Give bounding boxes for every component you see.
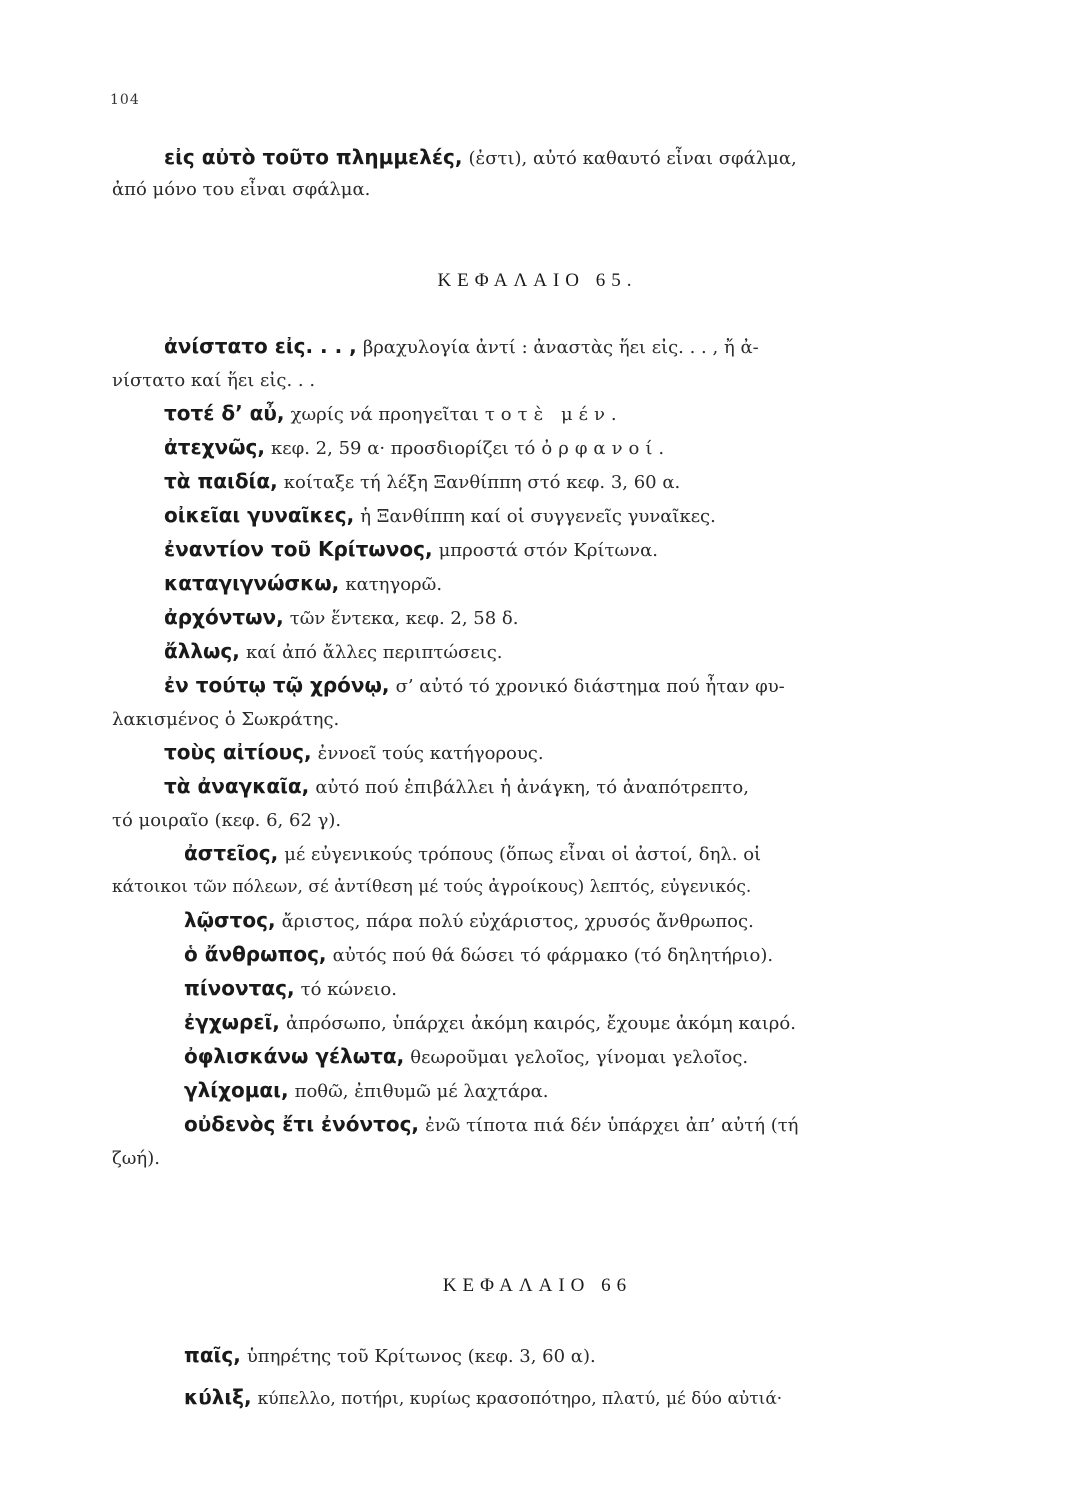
entry-continuation: λακισμένος ὁ Σωκράτης. [112,709,340,730]
entry-line [112,904,972,938]
entry-lemma: τοὺς αἰτίους, [164,740,312,764]
entry-gloss: τῶν ἕντεκα, κεφ. 2, 58 δ. [289,608,519,629]
entry-lemma: κύλιξ, [184,1385,252,1409]
entry-gloss: αὐτό πού ἐπιβάλλει ἡ ἀνάγκη, τό ἀναπότρεπτο, [315,777,749,798]
entry-lemma: ἀστεῖος, [184,841,279,865]
entry-line [112,635,972,669]
entry-spaced-word: ὀρφανοί. [541,438,671,459]
entry-line [112,1006,972,1040]
entry-gloss: ἄριστος, πάρα πολύ εὐχάριστος, χρυσός ἄνθρωπος. [281,911,754,932]
entry-gloss: κεφ. 2, 59 α· προσδιορίζει τό [271,438,536,459]
entry-line [112,1074,972,1108]
entry-gloss: κοίταξε τή λέξη Ξανθίππη στό κεφ. 3, 60 α. [283,472,681,493]
entry-lemma: λῷστος, [184,908,276,932]
entry-gloss: ἐνῶ τίποτα πιά δέν ὑπάρχει ἀπ’ αὐτή (τή [425,1115,799,1136]
entry-lemma: ἀνίστατο εἰς. . . , [164,334,357,358]
entry-line [112,1108,972,1142]
entry-line [112,533,972,567]
entry-lemma: πίνοντας, [184,976,295,1000]
entry-line [112,736,972,770]
entry-gloss: σ’ αὐτό τό χρονικό διάστημα πού ἦταν φυ- [395,676,785,697]
entry-gloss: κατηγορῶ. [345,574,443,595]
entry-lemma: παῖς, [184,1343,241,1367]
entry-lemma: οἰκεῖαι γυναῖκες, [164,503,355,527]
entry-lemma: οὐδενὸς ἔτι ἐνόντος, [184,1112,420,1136]
entry-gloss: αὐτός πού θά δώσει τό φάρμακο (τό δηλητήριο). [332,945,774,966]
entry-line [112,1377,972,1419]
chapter-65-entries [112,330,972,1175]
entry-lemma: ὀφλισκάνω γέλωτα, [184,1044,405,1068]
entry-gloss: θεωροῦμαι γελοῖος, γίνομαι γελοῖος. [410,1047,749,1068]
entry-line [112,1040,972,1074]
entry-lemma: εἰς αὐτὸ τοῦτο πλημμελές, [164,145,463,169]
entry-gloss: ἀπρόσωπο, ὑπάρχει ἀκόμη καιρός, ἔχουμε ἀκόμη καιρό. [285,1013,796,1034]
entry-line [112,938,972,972]
page-number: 104 [110,92,140,108]
entry-lemma: γλίχομαι, [184,1078,289,1102]
entry-continuation: ζωή). [112,1148,160,1169]
entry-gloss: χωρίς νά προηγεῖται [290,404,479,425]
entry-gloss: ποθῶ, ἐπιθυμῶ μέ λαχτάρα. [294,1081,549,1102]
entry-gloss: βραχυλογία ἀντί : ἀναστὰς ἥει εἰς. . . , ἤ ἀ- [362,337,759,358]
intro-entry [112,142,972,205]
entry-lemma: τὰ παιδία, [164,469,278,493]
entry-line [112,465,972,499]
entry-lemma: καταγιγνώσκω, [164,571,340,595]
entry-line [112,1335,972,1377]
entry-line [112,431,972,465]
entry-lemma: ἀρχόντων, [164,605,284,629]
entry-gloss: (ἐστι), αὐτό καθαυτό εἶναι σφάλμα, [468,148,797,169]
entry-gloss: ἐννοεῖ τούς κατήγορους. [317,743,544,764]
entry-lemma: ἀτεχνῶς, [164,435,265,459]
entry-line [112,972,972,1006]
entry-lemma: τοτέ δ’ αὖ, [164,401,285,425]
entry-lemma: ἐγχωρεῖ, [184,1010,280,1034]
entry-gloss: κύπελλο, ποτήρι, κυρίως κρασοπότηρο, πλατύ, μέ δύο αὐτιά· [257,1389,783,1409]
chapter-66-entries [112,1335,972,1419]
entry-gloss: τό κώνειο. [300,979,397,1000]
chapter-heading-65: ΚΕΦΑΛΑΙΟ 65. [437,270,638,291]
entry-line [112,837,972,871]
entry-line [112,770,972,804]
entry-continuation: νίστατο καί ἥει εἰς. . . [112,370,316,391]
entry-line [112,601,972,635]
entry-lemma: ἐναντίον τοῦ Κρίτωνος, [164,537,433,561]
chapter-heading-66: ΚΕΦΑΛΑΙΟ 66 [442,1275,633,1296]
entry-continuation: ἀπό μόνο του εἶναι σφάλμα. [112,179,371,200]
entry-gloss: ὑπηρέτης τοῦ Κρίτωνος (κεφ. 3, 60 α). [246,1346,596,1367]
entry-lemma: τὰ ἀναγκαῖα, [164,774,310,798]
entry-lemma: ἄλλως, [164,639,240,663]
entry-gloss: καί ἀπό ἄλλες περιπτώσεις. [245,642,503,663]
entry-line [112,567,972,601]
entry-continuation: τό μοιραῖο (κεφ. 6, 62 γ). [112,810,342,831]
entry-lemma: ἐν τούτῳ τῷ χρόνῳ, [164,673,390,697]
entry-spaced-word: τοτὲ μέν. [484,404,623,425]
entry-line [112,397,972,431]
entry-continuation: κάτοικοι τῶν πόλεων, σέ ἀντίθεση μέ τούς ἀγροίκους) λεπτός, εὐγενικός. [112,877,752,897]
entry-gloss: μπροστά στόν Κρίτωνα. [438,540,658,561]
entry-line [112,669,972,703]
entry-line [112,330,972,364]
entry-line [112,499,972,533]
entry-line [112,142,972,174]
entry-gloss: ἡ Ξανθίππη καί οἱ συγγενεῖς γυναῖκες. [360,506,716,527]
entry-gloss: μέ εὐγενικούς τρόπους (ὅπως εἶναι οἱ ἀστοί, δηλ. οἱ [284,844,762,865]
entry-lemma: ὁ ἄνθρωπος, [184,942,327,966]
